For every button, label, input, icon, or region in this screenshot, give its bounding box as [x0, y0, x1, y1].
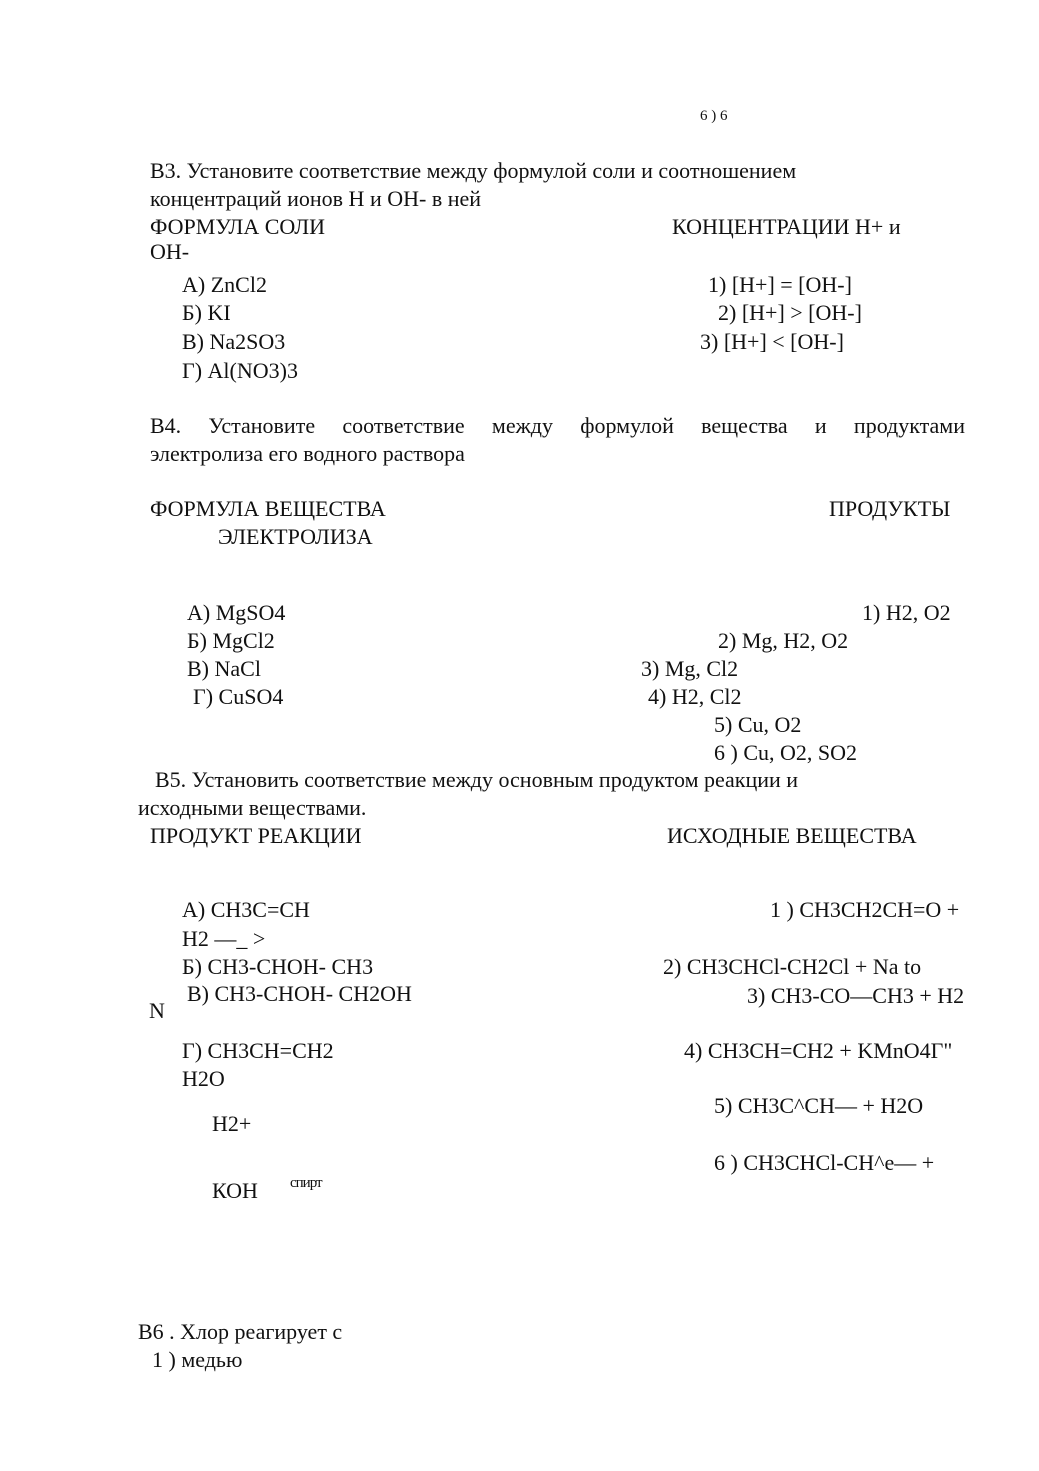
b4-question-line1: В4. Установите соответствие между формулой вещества и продуктами: [150, 413, 965, 438]
b5-left-fragment: N: [149, 998, 165, 1023]
b5-right-item: 6 ) CH3CHCl-CH^e— +: [714, 1150, 935, 1175]
page-fragment: 6 ) 6: [700, 108, 728, 124]
b3-right-item: 2) [Н+] > [ОН-]: [718, 300, 862, 325]
b4-left-item: Г) CuSO4: [193, 684, 284, 709]
b3-left-item: А) ZnCl2: [182, 272, 267, 297]
b5-right-item: 4) CH3CH=CH2 + KMnO4Г": [684, 1038, 953, 1063]
b5-left-item: Б) СН3-СНОН- СН3: [182, 954, 374, 979]
b3-column-right-header-cont: ОН-: [150, 239, 190, 264]
b3-left-item: Г) Al(NO3)3: [182, 358, 298, 383]
b5-right-item: 1 ) CH3CH2CH=O +: [770, 897, 960, 922]
b4-right-item: 4) Н2, Cl2: [648, 684, 742, 709]
b4-right-item: 3) Mg, Cl2: [641, 656, 739, 681]
b5-left-item: Н2 —_ >: [182, 926, 266, 951]
b5-question-line1: В5. Установить соответствие между основным продуктом реакции и: [155, 767, 799, 792]
b4-question-line2: электролиза его водного раствора: [150, 441, 465, 466]
b4-left-item: Б) MgCl2: [187, 628, 275, 653]
b4-column-left-header: ФОРМУЛА ВЕЩЕСТВА: [150, 496, 386, 521]
b4-column-right-header-cont: ЭЛЕКТРОЛИЗА: [218, 524, 373, 549]
b5-left-fragment: спирт: [290, 1175, 322, 1191]
b5-question-line2: исходными веществами.: [138, 795, 367, 820]
b5-left-fragment: КОН: [212, 1178, 258, 1203]
b3-right-item: 3) [Н+] < [ОН-]: [700, 329, 844, 354]
b4-right-item: 5) Cu, О2: [714, 712, 802, 737]
b3-column-right-header: КОНЦЕНТРАЦИИ Н+ и: [672, 214, 901, 239]
b4-left-item: В) NaCl: [187, 656, 261, 681]
b5-left-fragment: Н2+: [212, 1111, 252, 1136]
b5-column-right-header: ИСХОДНЫЕ ВЕЩЕСТВА: [667, 823, 917, 848]
b3-question-line1: В3. Установите соответствие между формулой соли и соотношением: [150, 158, 797, 183]
b5-right-item: 2) CH3CHCl-CH2Cl + Na to: [663, 954, 922, 979]
b5-left-item: В) СН3-СНОН- СН2ОН: [187, 981, 412, 1006]
b6-question: В6 . Хлор реагирует с: [138, 1319, 343, 1344]
b5-right-item: 5) СН3С^СН— + Н2О: [714, 1093, 924, 1118]
b3-right-item: 1) [Н+] = [ОН-]: [708, 272, 852, 297]
b3-left-item: В) Na2SO3: [182, 329, 286, 354]
b4-left-item: А) MgSO4: [187, 600, 286, 625]
b4-column-right-header: ПРОДУКТЫ: [829, 496, 951, 521]
b6-option-1: 1 ) медью: [152, 1347, 243, 1372]
b4-right-item: 6 ) Cu, О2, SO2: [714, 740, 858, 765]
b3-question-line2: концентраций ионов Н и ОН- в ней: [150, 186, 482, 211]
b4-right-item: 2) Mg, Н2, О2: [718, 628, 849, 653]
b5-left-item: А) СН3С=СН: [182, 897, 310, 922]
b5-column-left-header: ПРОДУКТ РЕАКЦИИ: [150, 823, 362, 848]
b5-left-item: Н2О: [182, 1066, 225, 1091]
b4-right-item: 1) Н2, О2: [862, 600, 951, 625]
b3-left-item: Б) KI: [182, 300, 231, 325]
b3-column-left-header: ФОРМУЛА СОЛИ: [150, 214, 326, 239]
b5-left-item: Г) СН3СН=СН2: [182, 1038, 334, 1063]
b5-right-item: 3) СН3-СО—СН3 + Н2: [747, 983, 965, 1008]
